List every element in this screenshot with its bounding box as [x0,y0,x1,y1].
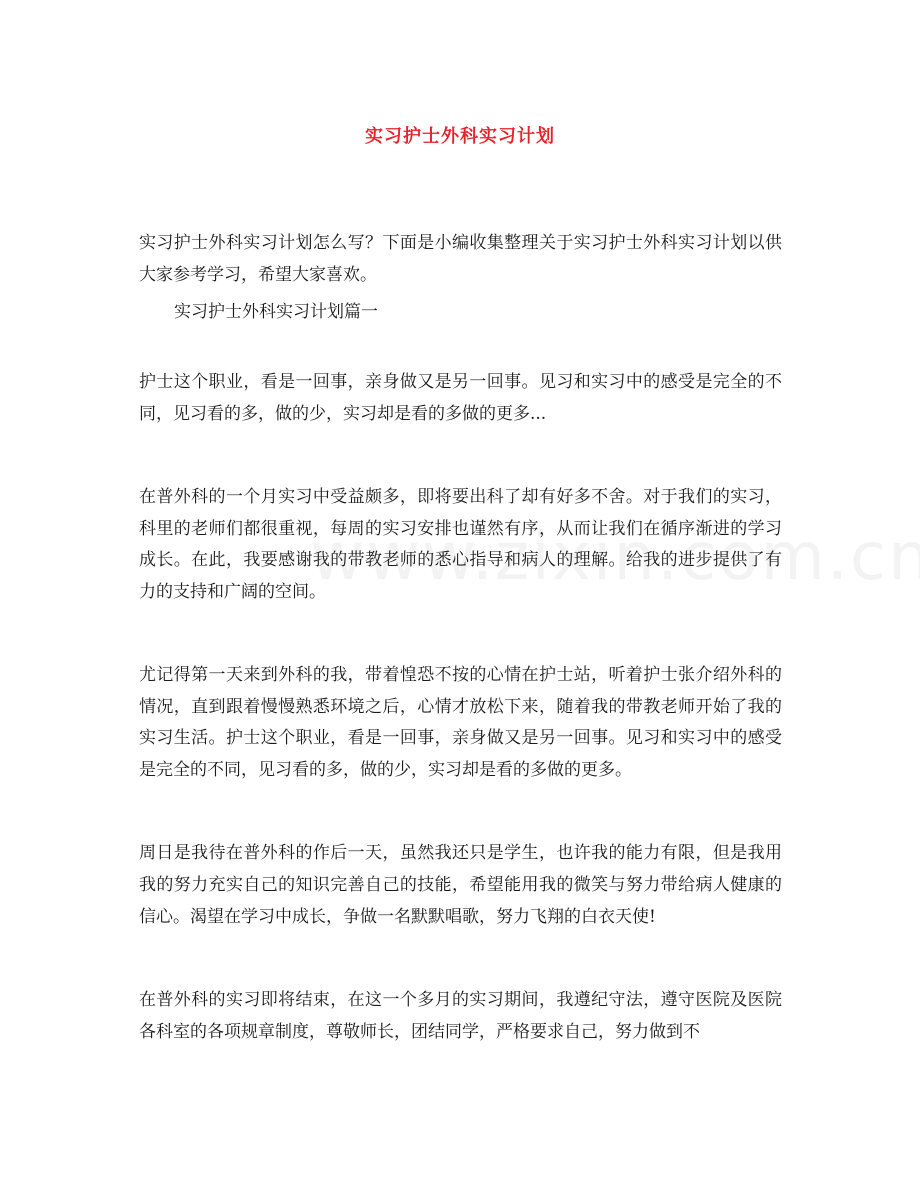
body-paragraph-2: 在普外科的一个月实习中受益颇多，即将要出科了却有好多不舍。对于我们的实习，科里的老师们都很重视，每周的实习安排也谨然有序，从而让我们在循序渐进的学习成长。在此，我要感谢我的带教老师的悉心指导和病人的理解。给我的进步提供了有力的支持和广阔的空间。 [139,487,782,602]
document-title: 实习护士外科实习计划 [365,126,555,147]
body-paragraph-4: 周日是我待在普外科的作后一天，虽然我还只是学生，也许我的能力有限，但是我用我的努力充实自己的知识完善自己的技能，希望能用我的微笑与努力带给病人健康的信心。渴望在学习中成长，争做一名默默唱歌，努力飞翔的白衣天使! [139,843,782,927]
body-paragraph-5: 在普外科的实习即将结束，在这一个多月的实习期间，我遵纪守法，遵守医院及医院各科室的各项规章制度，尊敬师长，团结同学，严格要求自己，努力做到不 [139,990,782,1042]
body-paragraph-3: 尤记得第一天来到外科的我，带着惶恐不按的心情在护士站，听着护士张介绍外科的情况，直到跟着慢慢熟悉环境之后，心情才放松下来，随着我的带教老师开始了我的实习生活。护士这个职业，看是一回事，亲身做又是另一回事。见习和实习中的感受是完全的不同，见习看的多，做的少，实习却是看的多做的更多。 [139,665,782,780]
intro-paragraph: 实习护士外科实习计划怎么写？下面是小编收集整理关于实习护士外科实习计划以供大家参考学习，希望大家喜欢。 [139,233,782,285]
section-heading: 实习护士外科实习计划篇一 [174,302,378,322]
body-paragraph-1: 护士这个职业，看是一回事，亲身做又是另一回事。见习和实习中的感受是完全的不同，见习看的多，做的少，实习却是看的多做的更多... [139,372,782,424]
